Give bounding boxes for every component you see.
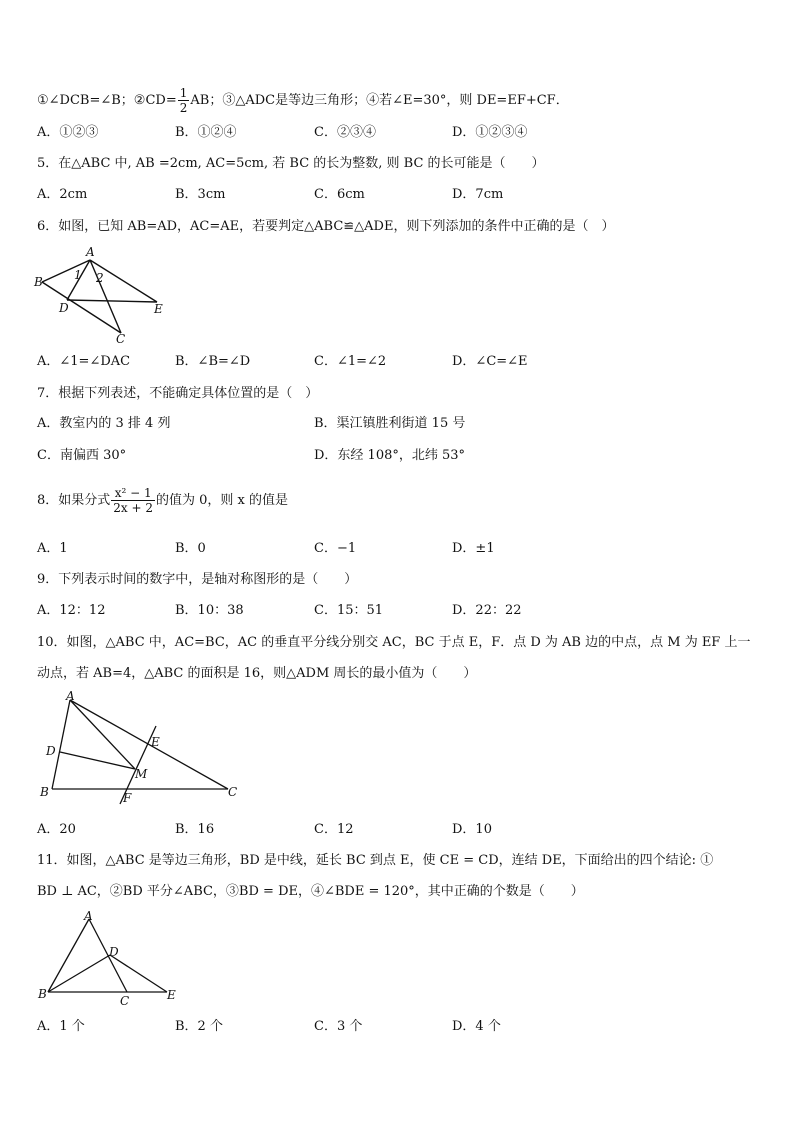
q10-stem-line1: 10．如图，△ABC 中，AC=BC，AC 的垂直平分线分别交 AC，BC 于点 E，F．点 D 为 AB 边的中点，点 M 为 EF 上一 [37,635,751,650]
q6-label-b: B [34,275,43,289]
q4-fraction-numerator: 1 [179,86,188,100]
q11-option-b[interactable]: B．2 个 [175,1019,223,1034]
q11-label-b: B [38,987,47,1001]
q5-option-a[interactable]: A．2cm [37,187,88,202]
q10-triangle-figure [38,689,248,812]
q8-option-c[interactable]: C．−1 [314,541,357,556]
q10-option-b[interactable]: B．16 [175,822,215,837]
q10-label-f: F [123,791,132,805]
q10-option-c[interactable]: C．12 [314,822,354,837]
q7-option-d[interactable]: D．东经 108°，北纬 53° [314,448,466,463]
q8-option-a[interactable]: A．1 [37,541,68,556]
q8-stem-part-b: 的值为 0，则 x 的值是 [156,493,289,508]
q8-stem-part-a: 8．如果分式 [37,493,111,508]
q9-stem: 9．下列表示时间的数字中，是轴对称图形的是（ ） [37,572,358,587]
q4-option-b[interactable]: B．①②④ [175,125,237,140]
q10-label-d: D [46,744,56,758]
q6-label-angle-2: 2 [96,271,104,285]
q8-stem [37,486,288,515]
q6-label-a: A [86,245,95,259]
q10-option-d[interactable]: D．10 [452,822,492,837]
q4-option-d[interactable]: D．①②③④ [452,125,528,140]
q8-option-b[interactable]: B．0 [175,541,206,556]
q7-stem: 7．根据下列表述，不能确定具体位置的是（ ） [37,386,319,401]
q8-fraction-numerator: x² − 1 [111,486,155,501]
q10-stem-line2: 动点，若 AB=4，△ABC 的面积是 16，则△ADM 周长的最小值为（ ） [37,666,477,681]
q6-option-b[interactable]: B．∠B=∠D [175,354,251,369]
q5-option-b[interactable]: B．3cm [175,187,226,202]
q8-fraction-denominator: 2x + 2 [113,501,154,515]
q4-option-c[interactable]: C．②③④ [314,125,376,140]
q4-statements [37,86,569,115]
q5-option-d[interactable]: D．7cm [452,187,504,202]
q7-option-a[interactable]: A．教室内的 3 排 4 列 [37,416,171,431]
q11-option-d[interactable]: D．4 个 [452,1019,501,1034]
q9-option-d[interactable]: D．22：22 [452,603,522,618]
q10-label-b: B [40,785,49,799]
q11-option-a[interactable]: A．1 个 [37,1019,85,1034]
q4-option-a[interactable]: A．①②③ [37,125,99,140]
q6-option-c[interactable]: C．∠1=∠2 [314,354,387,369]
q6-label-e: E [154,302,163,316]
q6-label-d: D [59,301,69,315]
q9-option-b[interactable]: B．10：38 [175,603,244,618]
q6-label-c: C [116,332,126,346]
q7-option-c[interactable]: C．南偏西 30° [37,448,127,463]
q5-stem: 5．在△ABC 中, AB =2cm, AC=5cm, 若 BC 的长为整数, 则 BC 的长可能是（ ） [37,156,545,171]
q11-label-d: D [109,945,119,959]
q6-option-d[interactable]: D．∠C=∠E [452,354,528,369]
q4-statement-part-a: ①∠DCB=∠B；②CD= [37,93,177,108]
q4-fraction-denominator: 2 [179,101,188,115]
q6-label-angle-1: 1 [74,268,82,282]
q5-option-c[interactable]: C．6cm [314,187,365,202]
q10-label-m: M [135,767,148,781]
q11-label-c: C [120,994,130,1008]
q11-triangle-figure [36,908,186,1008]
q4-statement-part-b: AB；③△ADC是等边三角形；④若∠E=30°，则 DE=EF+CF． [190,93,569,108]
q4-fraction [178,86,190,115]
q11-label-a: A [84,909,93,923]
q11-option-c[interactable]: C．3 个 [314,1019,363,1034]
q10-option-a[interactable]: A．20 [37,822,76,837]
q11-stem-line2: BD ⊥ AC，②BD 平分∠ABC，③BD = DE，④∠BDE = 120°，其中正确的个数是（ ） [37,884,584,899]
q8-fraction [111,486,155,515]
q6-triangle-figure [30,245,170,345]
q11-stem-line1: 11．如图，△ABC 是等边三角形，BD 是中线，延长 BC 到点 E，使 CE = CD，连结 DE，下面给出的四个结论: ① [37,853,714,868]
q8-option-d[interactable]: D．±1 [452,541,495,556]
q10-label-e: E [151,735,160,749]
q6-stem: 6．如图，已知 AB=AD，AC=AE，若要判定△ABC≌△ADE，则下列添加的条件中正确的是（ ） [37,219,615,234]
q11-label-e: E [167,988,176,1002]
q9-option-c[interactable]: C．15：51 [314,603,384,618]
q10-label-a: A [66,689,75,703]
q9-option-a[interactable]: A．12：12 [37,603,106,618]
q7-option-b[interactable]: B．渠江镇胜利街道 15 号 [314,416,466,431]
q10-label-c: C [228,785,238,799]
q6-option-a[interactable]: A．∠1=∠DAC [37,354,131,369]
